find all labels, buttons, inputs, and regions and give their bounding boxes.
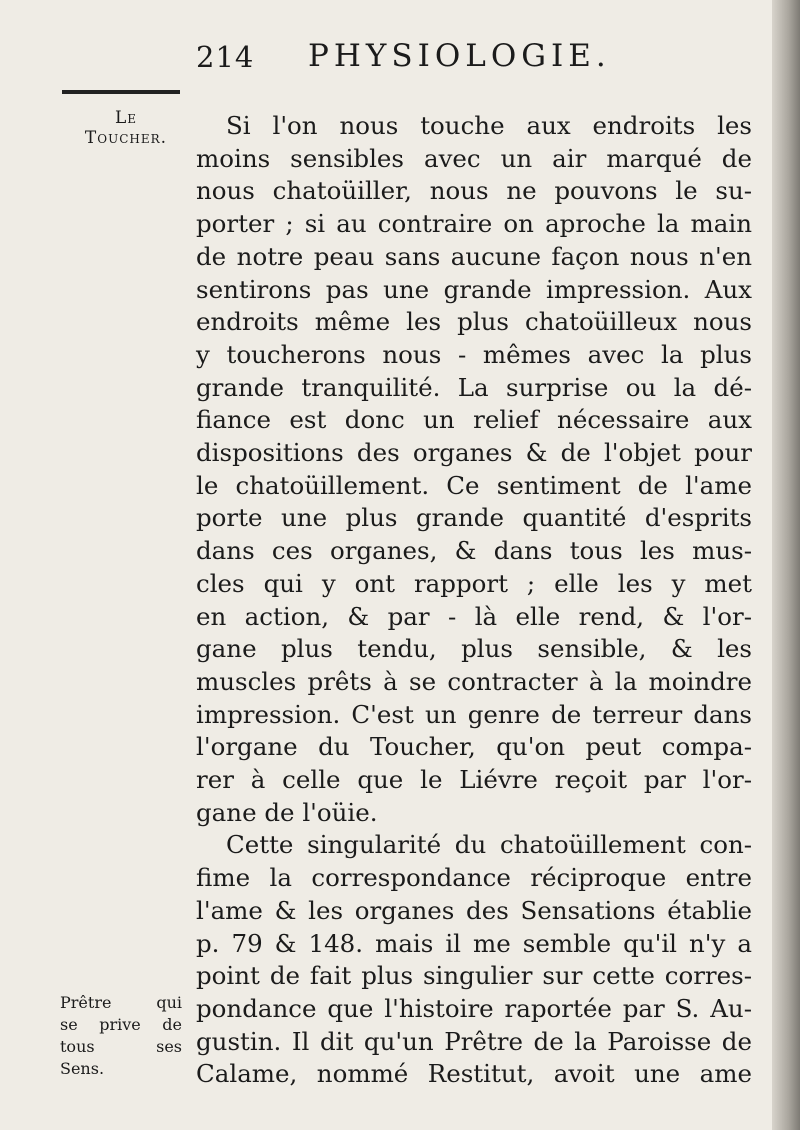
text-line: impression. C'est un genre de terreur dans (196, 699, 752, 729)
text-line: porter ; si au contraire on aproche la main (196, 209, 752, 239)
marginal-note-line: Prêtre qui (60, 993, 182, 1012)
text-line: y toucherons nous - mêmes avec la plus (196, 339, 752, 369)
text-line: p. 79 & 148. mais il me semble qu'il n'y a (196, 928, 752, 958)
text-line: endroits même les plus chatoüilleux nous (196, 307, 752, 337)
text-line: Cette singularité du chatoüillement con- (226, 830, 752, 860)
marginal-note-line: tous ses (60, 1037, 182, 1056)
text-line: gustin. Il dit qu'un Prêtre de la Paroisse de (196, 1026, 752, 1056)
marginal-note-le-toucher (66, 108, 186, 148)
text-line: en action, & par - là elle rend, & l'or- (196, 601, 752, 631)
text-line: nous chatoüiller, nous ne pouvons le su- (196, 176, 752, 206)
marginal-note-line: Toucher. (84, 128, 168, 148)
text-line: gane plus tendu, plus sensible, & les (196, 634, 752, 664)
text-line: point de fait plus singulier sur cette corres- (196, 961, 752, 991)
text-line: fiance est donc un relief nécessaire aux (196, 405, 752, 435)
marginal-rule (62, 90, 180, 94)
text-line: pondance que l'histoire raportée par S. Au- (196, 993, 752, 1023)
page-header (0, 36, 800, 76)
text-line: l'ame & les organes des Sensations établie (196, 895, 752, 925)
marginal-note-line: Le (114, 108, 138, 128)
running-title: PHYSIOLOGIE. (308, 38, 611, 74)
text-line: Si l'on nous touche aux endroits les (226, 111, 752, 140)
marginal-note-line: Sens. (60, 1059, 105, 1078)
text-line: Calame, nommé Restitut, avoit une ame (196, 1059, 752, 1089)
text-line: grande tranquilité. La surprise ou la dé- (196, 372, 752, 402)
marginal-note-pretre (60, 992, 182, 1080)
text-line: de notre peau sans aucune façon nous n'en (196, 241, 752, 271)
text-line: fime la correspondance réciproque entre (196, 863, 752, 893)
text-line: muscles prêts à se contracter à la moindre (196, 666, 752, 696)
text-line: gane de l'oüie. (196, 797, 378, 827)
text-line: le chatoüillement. Ce sentiment de l'ame (196, 470, 752, 500)
text-line: rer à celle que le Liévre reçoit par l'or- (196, 765, 752, 795)
body-text (196, 110, 752, 1091)
text-line: cles qui y ont rapport ; elle les y met (196, 568, 752, 598)
page-edge-shadow (772, 0, 800, 1130)
text-line: moins sensibles avec un air marqué de (196, 143, 752, 173)
text-line: dans ces organes, & dans tous les mus- (196, 536, 752, 566)
text-line: sentirons pas une grande impression. Aux (196, 274, 752, 304)
page-number: 214 (196, 40, 255, 74)
text-line: dispositions des organes & de l'objet pour (196, 438, 752, 468)
marginal-note-line: se prive de (60, 1015, 182, 1034)
text-line: porte une plus grande quantité d'esprits (196, 503, 752, 533)
text-line: l'organe du Toucher, qu'on peut compa- (196, 732, 752, 762)
